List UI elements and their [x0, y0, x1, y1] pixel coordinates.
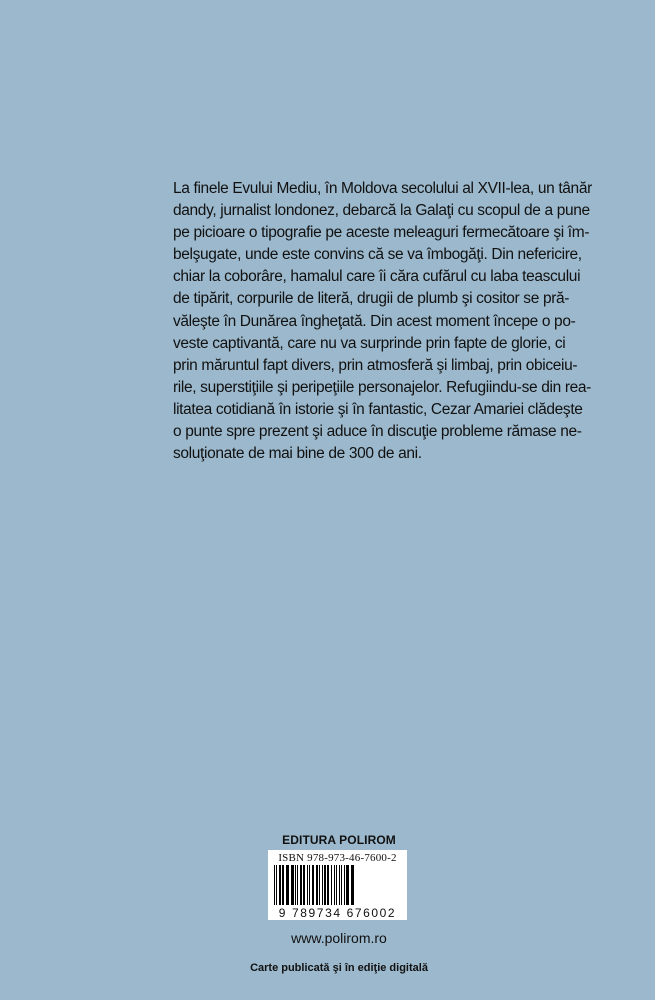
- blurb-line: pe picioare o tipografie pe aceste meleaguri fermecătoare şi îm-: [173, 224, 590, 242]
- blurb-line: veste captivantă, care nu va surprinde prin fapte de glorie, ci: [173, 334, 566, 352]
- blurb-line: belşugate, unde este convins că se va îmbogăţi. Din nefericire,: [173, 246, 582, 264]
- blurb-line: rile, superstiţiile şi peripeţiile personajelor. Refugiindu-se din rea-: [173, 378, 591, 396]
- barcode-digits: 9 789734 676002: [278, 906, 397, 920]
- barcode-bars: [272, 865, 403, 905]
- blurb-line: litatea cotidiană în istorie şi în fantastic, Cezar Amariei clădeşte: [173, 400, 583, 418]
- blurb-line: prin măruntul fapt divers, prin atmosferă şi limbaj, prin obiceiu-: [173, 356, 578, 374]
- blurb-line: văleşte în Dunărea îngheţată. Din acest moment începe o po-: [173, 312, 576, 330]
- blurb-line: soluţionate de mai bine de 300 de ani.: [173, 445, 422, 463]
- isbn-barcode: [268, 850, 407, 920]
- blurb-line: La finele Evului Mediu, în Moldova secolului al XVII-lea, un tânăr: [173, 180, 592, 197]
- publisher-name: EDITURA POLIROM: [282, 833, 396, 847]
- blurb-line: chiar la coborâre, hamalul care îi căra cufărul cu laba teascului: [173, 268, 581, 286]
- blurb-line: de tipărit, corpurile de literă, drugii de plumb şi cositor se pră-: [173, 290, 570, 308]
- isbn-label: ISBN 978-973-46-7600-2: [278, 852, 397, 864]
- digital-edition-note: Carte publicată şi în ediţie digitală: [250, 962, 428, 974]
- blurb-line: dandy, jurnalist londonez, debarcă la Galaţi cu scopul de a pune: [173, 202, 590, 220]
- back-cover-blurb: [173, 178, 592, 465]
- publisher-website: www.polirom.ro: [291, 930, 387, 946]
- blurb-line: o punte spre prezent şi aduce în discuţie probleme rămase ne-: [173, 423, 582, 441]
